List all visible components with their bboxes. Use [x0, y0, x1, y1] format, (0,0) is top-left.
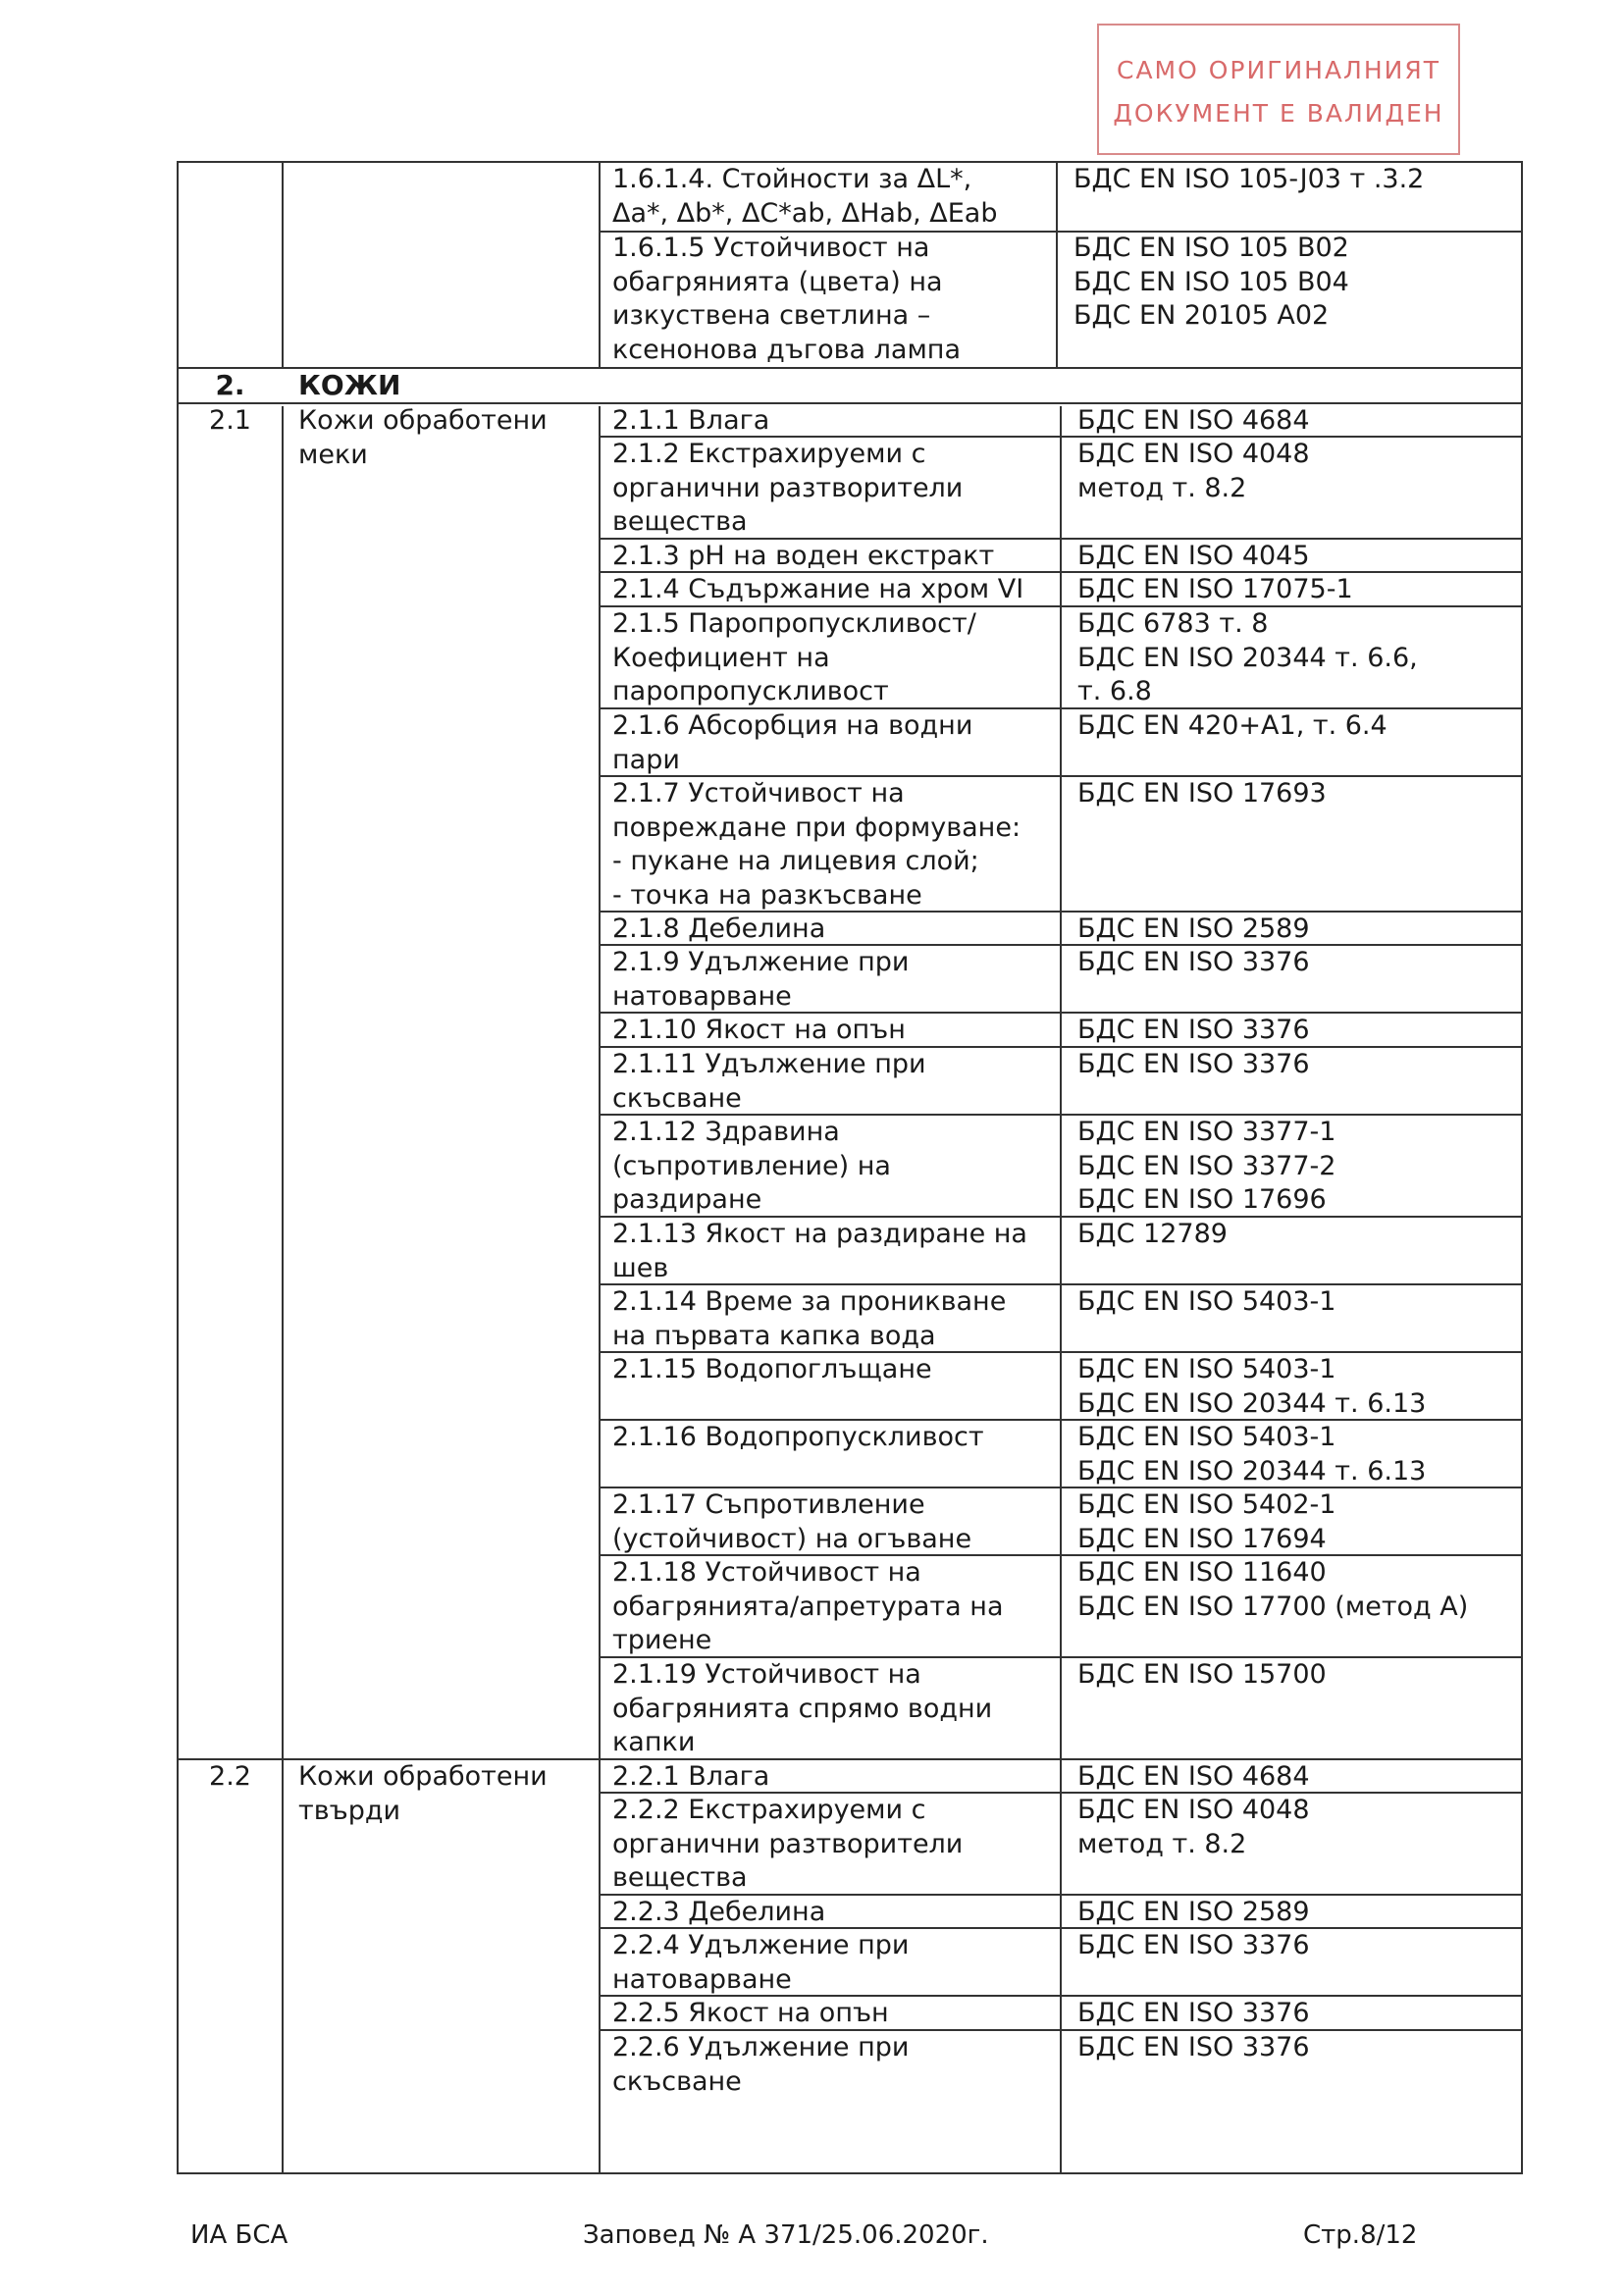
method-cell: БДС EN ISO 17075-1 [1077, 574, 1353, 604]
test-cell: 2.1.18 Устойчивост на обагрянията/апретурата на триене [612, 1557, 1004, 1655]
method-cell: БДС 12789 [1077, 1219, 1228, 1249]
method-cell: БДС EN ISO 4684 [1077, 1761, 1310, 1792]
test-cell: 2.2.2 Екстрахируеми с органични разтворители вещества [612, 1795, 964, 1893]
method-cell: БДС EN ISO 5403-1 БДС EN ISO 20344 т. 6.13 [1077, 1422, 1427, 1487]
method-cell: БДС EN ISO 5403-1 [1077, 1286, 1336, 1317]
method-cell: БДС EN ISO 3376 [1077, 1015, 1310, 1045]
col-divider-3 [1056, 163, 1058, 369]
method-cell: БДС EN ISO 11640 БДС EN ISO 17700 (метод А) [1077, 1557, 1469, 1622]
section-title: КОЖИ [298, 369, 401, 401]
method-cell: БДС EN ISO 5403-1 БДС EN ISO 20344 т. 6.13 [1077, 1354, 1427, 1419]
method-cell: БДС EN ISO 15700 [1077, 1659, 1327, 1690]
method-cell: БДС EN ISO 4045 [1077, 541, 1310, 571]
group-number: 2.1 [209, 405, 251, 436]
method-cell: БДС EN ISO 105-J03 т .3.2 [1073, 164, 1425, 194]
test-cell: 2.1.2 Екстрахируеми с органични разтворители вещества [612, 439, 964, 537]
stamp-line-2: ДОКУМЕНТ Е ВАЛИДЕН [1113, 99, 1444, 128]
method-cell: БДС EN ISO 3376 [1077, 1049, 1310, 1079]
method-cell: БДС EN ISO 4048 метод т. 8.2 [1077, 1795, 1310, 1859]
test-cell: 2.1.15 Водопоглъщане [612, 1354, 932, 1384]
test-cell: 2.1.13 Якост на раздиране на шев [612, 1219, 1027, 1283]
method-cell: БДС EN 420+A1, т. 6.4 [1077, 710, 1387, 741]
col-divider-1b [282, 406, 284, 2172]
test-cell: 2.1.6 Абсорбция на водни пари [612, 710, 973, 775]
test-cell: 2.2.4 Удължение при натоварване [612, 1930, 910, 1995]
test-cell: 2.1.9 Удължение при натоварване [612, 947, 910, 1012]
test-cell: 2.1.14 Време за проникване на първата капка вода [612, 1286, 1007, 1351]
test-cell: 2.1.7 Устойчивост на повреждане при формуване: - пукане на лицевия слой; - точка на разкъсване [612, 778, 1021, 911]
method-cell: БДС EN ISO 3376 [1077, 1930, 1310, 1960]
col-divider-3b [1060, 406, 1062, 2172]
test-cell: 2.1.19 Устойчивост на обагрянията спрямо водни капки [612, 1659, 993, 1757]
method-cell: БДС EN ISO 5402-1 БДС EN ISO 17694 [1077, 1489, 1336, 1554]
test-cell: 2.1.5 Паропропускливост/ Коефициент на паропропускливост [612, 608, 976, 706]
footer-order: Заповед № А 371/25.06.2020г. [583, 2220, 989, 2250]
col-divider-2b [599, 406, 601, 2172]
test-cell: 2.1.11 Удължение при скъсване [612, 1049, 926, 1114]
test-cell: 2.1.3 pH на воден екстракт [612, 541, 995, 571]
method-cell: БДС EN ISO 2589 [1077, 1897, 1310, 1927]
method-cell: БДС EN ISO 3377-1 БДС EN ISO 3377-2 БДС EN ISO 17696 [1077, 1117, 1336, 1215]
section-number: 2. [215, 369, 245, 401]
method-cell: БДС EN ISO 17693 [1077, 778, 1327, 809]
method-cell: БДС EN ISO 4684 [1077, 405, 1310, 436]
product-name: Кожи обработени меки [298, 405, 548, 470]
method-cell: БДС EN ISO 3376 [1077, 1998, 1310, 2028]
method-cell: БДС EN ISO 4048 метод т. 8.2 [1077, 439, 1310, 503]
validity-stamp [1097, 24, 1460, 155]
test-cell: 2.1.4 Съдържание на хром VI [612, 574, 1024, 604]
test-cell: 2.1.8 Дебелина [612, 913, 826, 944]
stamp-line-1: САМО ОРИГИНАЛНИЯТ [1117, 56, 1440, 84]
test-cell: 2.2.6 Удължение при скъсване [612, 2032, 910, 2097]
test-cell: 1.6.1.5 Устойчивост на обагрянията (цвета) на изкуствена светлина – ксенонова дъгова лампа [612, 233, 962, 365]
method-cell: БДС EN ISO 3376 [1077, 947, 1310, 977]
test-cell: 2.1.17 Съпротивление (устойчивост) на огъване [612, 1489, 972, 1554]
test-cell: 2.2.3 Дебелина [612, 1897, 826, 1927]
method-cell: БДС EN ISO 2589 [1077, 913, 1310, 944]
test-cell: 2.2.1 Влага [612, 1761, 770, 1792]
method-cell: БДС EN ISO 3376 [1077, 2032, 1310, 2062]
group-number: 2.2 [209, 1761, 251, 1792]
footer-organization: ИА БСА [190, 2220, 288, 2250]
col-divider-1 [282, 163, 284, 369]
footer-page-number: Стр.8/12 [1303, 2220, 1418, 2250]
test-cell: 2.1.12 Здравина (съпротивление) на раздиране [612, 1117, 891, 1215]
test-cell: 2.2.5 Якост на опън [612, 1998, 889, 2028]
test-cell: 1.6.1.4. Стойности за ΔL*, Δa*, Δb*, ΔC*ab, ΔHab, ΔEab [612, 164, 998, 229]
col-divider-2 [599, 163, 601, 369]
test-cell: 2.1.16 Водопропускливост [612, 1422, 984, 1452]
test-cell: 2.1.10 Якост на опън [612, 1015, 906, 1045]
method-cell: БДС 6783 т. 8 БДС EN ISO 20344 т. 6.6, т. 6.8 [1077, 608, 1418, 706]
product-name: Кожи обработени твърди [298, 1761, 548, 1826]
test-cell: 2.1.1 Влага [612, 405, 770, 436]
accreditation-table [177, 161, 1523, 2174]
method-cell: БДС EN ISO 105 B02 БДС EN ISO 105 B04 БДС EN 20105 A02 [1073, 233, 1349, 331]
